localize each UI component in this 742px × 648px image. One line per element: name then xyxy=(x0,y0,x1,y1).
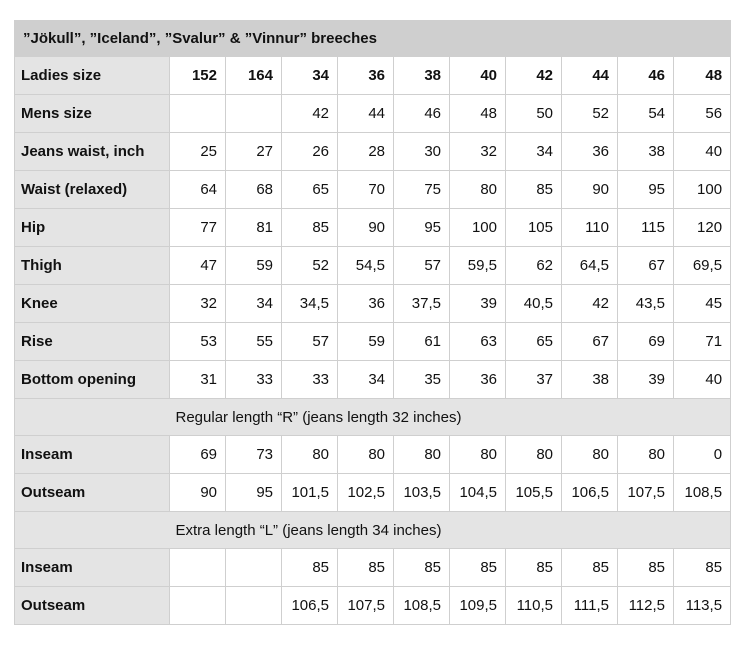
table-row xyxy=(15,133,731,171)
table-cell: 67 xyxy=(562,323,618,361)
table-row xyxy=(15,57,731,95)
size-chart xyxy=(14,20,730,625)
table-cell: 90 xyxy=(338,209,394,247)
table-cell: 111,5 xyxy=(562,587,618,625)
table-row xyxy=(15,247,731,285)
table-cell: 53 xyxy=(170,323,226,361)
table-cell: 90 xyxy=(170,474,226,512)
table-cell: 80 xyxy=(338,436,394,474)
row-label: Jeans waist, inch xyxy=(15,133,170,171)
table-cell: 65 xyxy=(282,171,338,209)
row-label: Outseam xyxy=(15,587,170,625)
table-cell: 77 xyxy=(170,209,226,247)
table-cell: 102,5 xyxy=(338,474,394,512)
row-label: Inseam xyxy=(15,436,170,474)
section-heading-extra: Extra length “L” (jeans length 34 inches) xyxy=(170,512,731,549)
table-cell: 69 xyxy=(170,436,226,474)
table-cell: 36 xyxy=(562,133,618,171)
table-cell: 38 xyxy=(618,133,674,171)
table-cell: 164 xyxy=(226,57,282,95)
table-cell: 54,5 xyxy=(338,247,394,285)
section-header-row xyxy=(15,512,731,549)
table-cell: 34 xyxy=(282,57,338,95)
row-label: Knee xyxy=(15,285,170,323)
table-cell: 40 xyxy=(450,57,506,95)
table-cell: 63 xyxy=(450,323,506,361)
table-title-row xyxy=(15,21,731,57)
table-cell: 34 xyxy=(506,133,562,171)
table-cell xyxy=(226,549,282,587)
section-heading-regular: Regular length “R” (jeans length 32 inches) xyxy=(170,399,731,436)
table-cell xyxy=(170,549,226,587)
table-row xyxy=(15,436,731,474)
table-cell: 69 xyxy=(618,323,674,361)
table-cell: 57 xyxy=(394,247,450,285)
table-cell: 85 xyxy=(282,209,338,247)
table-cell: 34 xyxy=(338,361,394,399)
table-cell: 37 xyxy=(506,361,562,399)
table-cell: 103,5 xyxy=(394,474,450,512)
table-cell: 85 xyxy=(618,549,674,587)
table-cell: 38 xyxy=(394,57,450,95)
table-cell xyxy=(226,587,282,625)
table-cell: 40 xyxy=(674,361,731,399)
table-cell: 85 xyxy=(506,549,562,587)
table-cell: 85 xyxy=(394,549,450,587)
table-cell: 113,5 xyxy=(674,587,731,625)
table-cell: 45 xyxy=(674,285,731,323)
table-cell: 104,5 xyxy=(450,474,506,512)
table-row xyxy=(15,361,731,399)
table-cell: 71 xyxy=(674,323,731,361)
table-cell: 105 xyxy=(506,209,562,247)
table-cell: 100 xyxy=(674,171,731,209)
table-cell: 55 xyxy=(226,323,282,361)
table-cell: 110,5 xyxy=(506,587,562,625)
table-cell: 70 xyxy=(338,171,394,209)
table-cell xyxy=(226,95,282,133)
row-label: Rise xyxy=(15,323,170,361)
table-cell: 62 xyxy=(506,247,562,285)
table-cell: 59 xyxy=(226,247,282,285)
table-cell: 65 xyxy=(506,323,562,361)
table-row xyxy=(15,285,731,323)
table-cell: 56 xyxy=(674,95,731,133)
table-cell: 105,5 xyxy=(506,474,562,512)
size-table xyxy=(14,20,731,625)
table-cell: 75 xyxy=(394,171,450,209)
table-cell: 48 xyxy=(450,95,506,133)
table-cell: 106,5 xyxy=(562,474,618,512)
table-cell: 80 xyxy=(618,436,674,474)
table-cell: 36 xyxy=(338,285,394,323)
table-cell: 120 xyxy=(674,209,731,247)
table-row xyxy=(15,95,731,133)
table-cell: 25 xyxy=(170,133,226,171)
row-label: Inseam xyxy=(15,549,170,587)
table-cell: 0 xyxy=(674,436,731,474)
table-cell: 112,5 xyxy=(618,587,674,625)
row-label: Bottom opening xyxy=(15,361,170,399)
table-cell: 42 xyxy=(282,95,338,133)
table-cell xyxy=(170,587,226,625)
table-cell: 54 xyxy=(618,95,674,133)
table-cell: 38 xyxy=(562,361,618,399)
table-cell: 40,5 xyxy=(506,285,562,323)
table-cell: 26 xyxy=(282,133,338,171)
table-cell: 59 xyxy=(338,323,394,361)
table-cell: 85 xyxy=(282,549,338,587)
table-cell: 67 xyxy=(618,247,674,285)
table-cell: 37,5 xyxy=(394,285,450,323)
table-cell: 43,5 xyxy=(618,285,674,323)
table-cell: 34 xyxy=(226,285,282,323)
table-cell: 39 xyxy=(618,361,674,399)
table-cell: 30 xyxy=(394,133,450,171)
table-cell: 80 xyxy=(450,171,506,209)
table-cell xyxy=(170,95,226,133)
table-cell: 46 xyxy=(394,95,450,133)
table-row xyxy=(15,171,731,209)
section-header-row xyxy=(15,399,731,436)
table-cell: 31 xyxy=(170,361,226,399)
section-header-spacer xyxy=(15,512,170,549)
table-row xyxy=(15,549,731,587)
table-cell: 68 xyxy=(226,171,282,209)
table-cell: 57 xyxy=(282,323,338,361)
table-cell: 152 xyxy=(170,57,226,95)
row-label: Mens size xyxy=(15,95,170,133)
table-cell: 85 xyxy=(450,549,506,587)
table-cell: 33 xyxy=(282,361,338,399)
table-cell: 61 xyxy=(394,323,450,361)
table-cell: 33 xyxy=(226,361,282,399)
table-cell: 85 xyxy=(674,549,731,587)
table-cell: 109,5 xyxy=(450,587,506,625)
table-cell: 95 xyxy=(618,171,674,209)
table-row xyxy=(15,209,731,247)
table-cell: 85 xyxy=(506,171,562,209)
table-cell: 44 xyxy=(562,57,618,95)
table-cell: 108,5 xyxy=(394,587,450,625)
table-cell: 80 xyxy=(394,436,450,474)
table-cell: 64,5 xyxy=(562,247,618,285)
table-cell: 42 xyxy=(506,57,562,95)
table-cell: 52 xyxy=(562,95,618,133)
table-cell: 69,5 xyxy=(674,247,731,285)
table-cell: 59,5 xyxy=(450,247,506,285)
row-label: Hip xyxy=(15,209,170,247)
table-cell: 32 xyxy=(170,285,226,323)
table-cell: 42 xyxy=(562,285,618,323)
table-cell: 115 xyxy=(618,209,674,247)
table-cell: 36 xyxy=(338,57,394,95)
table-cell: 81 xyxy=(226,209,282,247)
table-cell: 95 xyxy=(226,474,282,512)
table-cell: 107,5 xyxy=(338,587,394,625)
table-cell: 34,5 xyxy=(282,285,338,323)
table-cell: 101,5 xyxy=(282,474,338,512)
row-label: Outseam xyxy=(15,474,170,512)
row-label: Thigh xyxy=(15,247,170,285)
table-cell: 80 xyxy=(282,436,338,474)
row-label: Waist (relaxed) xyxy=(15,171,170,209)
table-cell: 80 xyxy=(562,436,618,474)
table-cell: 28 xyxy=(338,133,394,171)
table-cell: 40 xyxy=(674,133,731,171)
table-cell: 106,5 xyxy=(282,587,338,625)
table-cell: 80 xyxy=(506,436,562,474)
table-row xyxy=(15,587,731,625)
table-cell: 48 xyxy=(674,57,731,95)
table-cell: 85 xyxy=(338,549,394,587)
table-cell: 50 xyxy=(506,95,562,133)
table-cell: 44 xyxy=(338,95,394,133)
table-cell: 73 xyxy=(226,436,282,474)
table-title: ”Jökull”, ”Iceland”, ”Svalur” & ”Vinnur” breeches xyxy=(15,21,731,57)
table-row xyxy=(15,323,731,361)
table-cell: 95 xyxy=(394,209,450,247)
table-cell: 47 xyxy=(170,247,226,285)
table-cell: 80 xyxy=(450,436,506,474)
table-cell: 100 xyxy=(450,209,506,247)
table-cell: 35 xyxy=(394,361,450,399)
table-cell: 85 xyxy=(562,549,618,587)
table-cell: 27 xyxy=(226,133,282,171)
table-cell: 39 xyxy=(450,285,506,323)
table-cell: 110 xyxy=(562,209,618,247)
table-cell: 108,5 xyxy=(674,474,731,512)
section-header-spacer xyxy=(15,399,170,436)
table-cell: 64 xyxy=(170,171,226,209)
table-cell: 107,5 xyxy=(618,474,674,512)
table-row xyxy=(15,474,731,512)
table-cell: 52 xyxy=(282,247,338,285)
table-cell: 36 xyxy=(450,361,506,399)
row-label: Ladies size xyxy=(15,57,170,95)
table-cell: 46 xyxy=(618,57,674,95)
table-cell: 32 xyxy=(450,133,506,171)
table-cell: 90 xyxy=(562,171,618,209)
